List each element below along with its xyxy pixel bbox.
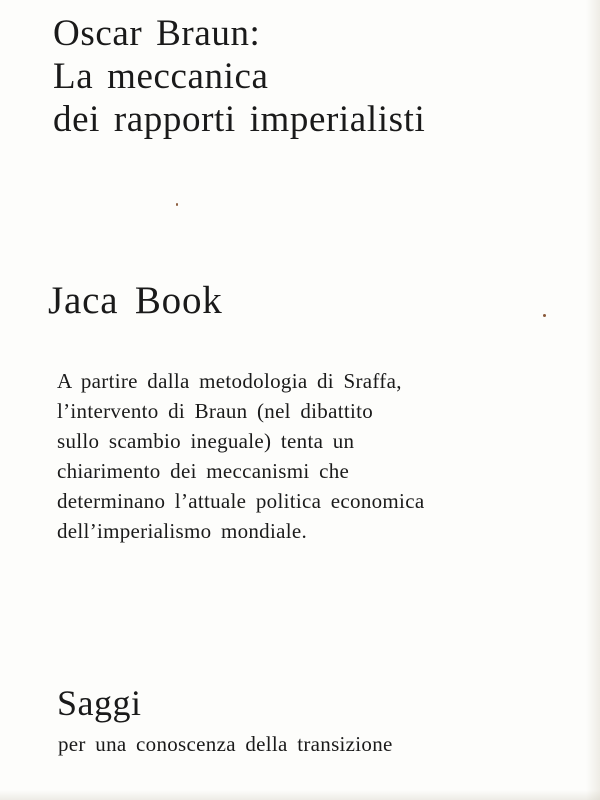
blurb-line: dell’imperialismo mondiale. xyxy=(57,519,308,543)
cover-edge-shadow xyxy=(586,0,600,800)
blurb-line: determinano l’attuale politica economica xyxy=(57,489,425,513)
blurb-line: sullo scambio ineguale) tenta un xyxy=(57,429,355,453)
title-line-author: Oscar Braun: xyxy=(53,13,261,54)
title-line-2: dei rapporti imperialisti xyxy=(53,99,426,140)
series-subtitle: per una conoscenza della transizione xyxy=(58,732,393,756)
paper-speck xyxy=(176,203,178,206)
publisher-name: Jaca Book xyxy=(48,279,223,322)
book-title xyxy=(53,12,425,141)
paper-speck xyxy=(543,314,546,317)
cover-blurb xyxy=(57,366,424,546)
series-name: Saggi xyxy=(57,683,142,723)
blurb-line: chiarimento dei meccanismi che xyxy=(57,459,350,483)
title-line-1: La meccanica xyxy=(53,56,269,97)
blurb-line: A partire dalla metodologia di Sraffa, xyxy=(57,369,402,393)
blurb-line: l’intervento di Braun (nel dibattito xyxy=(57,399,374,423)
cover-edge-shadow xyxy=(0,790,600,800)
